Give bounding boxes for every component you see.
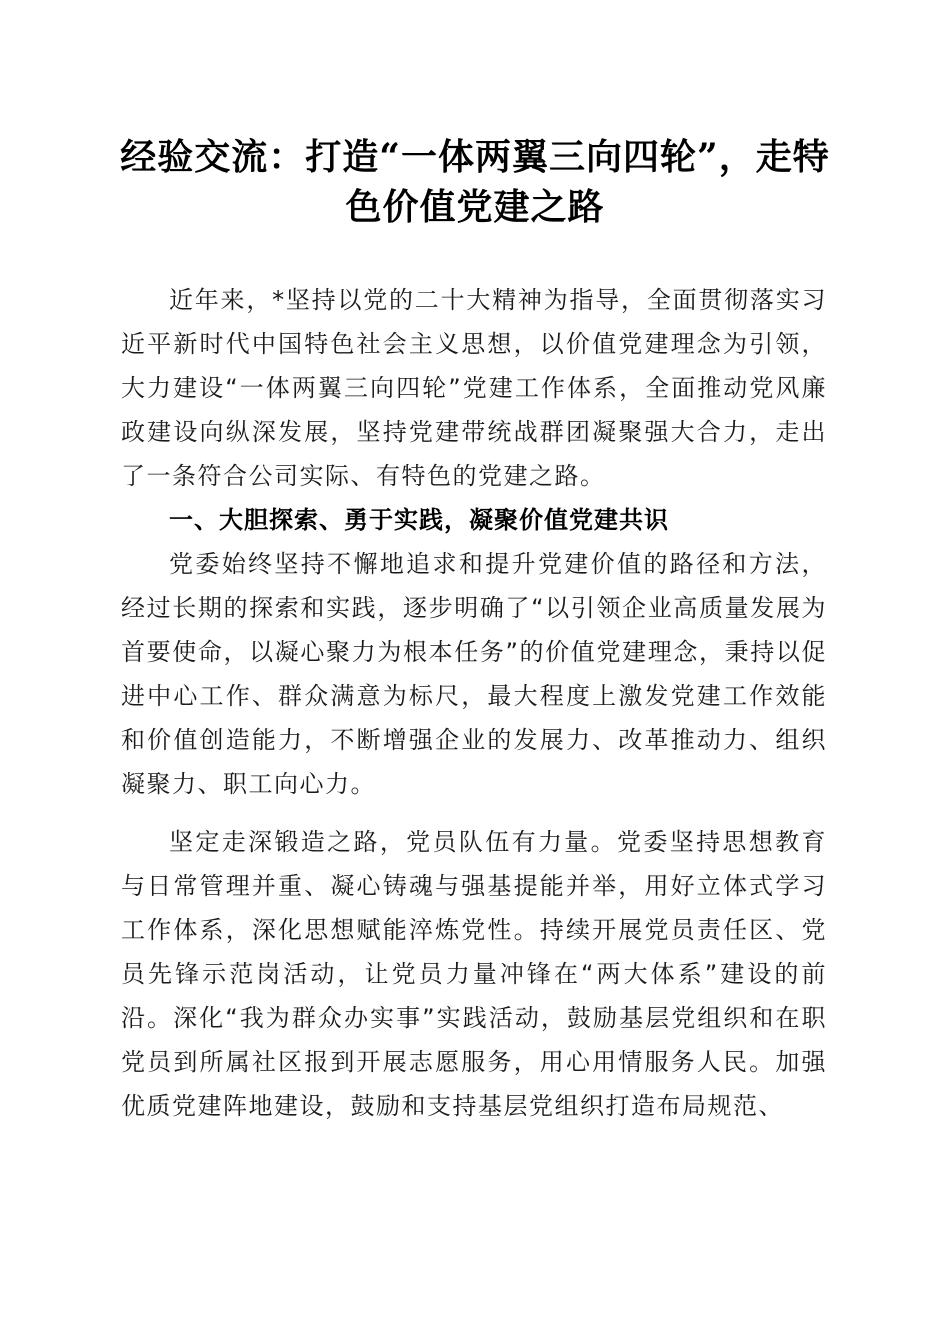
paragraph-spacer — [121, 806, 827, 820]
title-line-1: 经验交流：打造“一体两翼三向四轮”，走特 — [120, 136, 830, 178]
document-title — [100, 132, 850, 232]
section-heading-1: 一、大胆探索、勇于实践，凝聚价值党建共识 — [169, 506, 669, 534]
document-body — [121, 278, 827, 1128]
title-line-2: 色价值党建之路 — [345, 186, 605, 228]
body-paragraph-1: 党委始终坚持不懈地追求和提升党建价值的路径和方法，经过长期的探索和实践，逐步明确了“以引领企业高质量发展为首要使命，以凝心聚力为根本任务”的价值党建理念，秉持以促进中心工作、群众满意为标尺，最大程度上激发党建工作效能和价值创造能力，不断增强企业的发展力、改革推动力、组织凝聚力、职工向心力。 — [121, 550, 827, 798]
body-paragraph-2: 坚定走深锻造之路，党员队伍有力量。党委坚持思想教育与日常管理并重、凝心铸魂与强基提能并举，用好立体式学习工作体系，深化思想赋能淬炼党性。持续开展党员责任区、党员先锋示范岗活动，让党员力量冲锋在“两大体系”建设的前沿。深化“我为群众办实事”实践活动，鼓励基层党组织和在职党员到所属社区报到开展志愿服务，用心用情服务人民。加强优质党建阵地建设，鼓励和支持基层党组织打造布局规范、 — [121, 828, 827, 1120]
intro-paragraph: 近年来，*坚持以党的二十大精神为指导，全面贯彻落实习近平新时代中国特色社会主义思想，以价值党建理念为引领，大力建设“一体两翼三向四轮”党建工作体系，全面推动党风廉政建设向纵深发展，坚持党建带统战群团凝聚强大合力，走出了一条符合公司实际、有特色的党建之路。 — [121, 286, 827, 490]
